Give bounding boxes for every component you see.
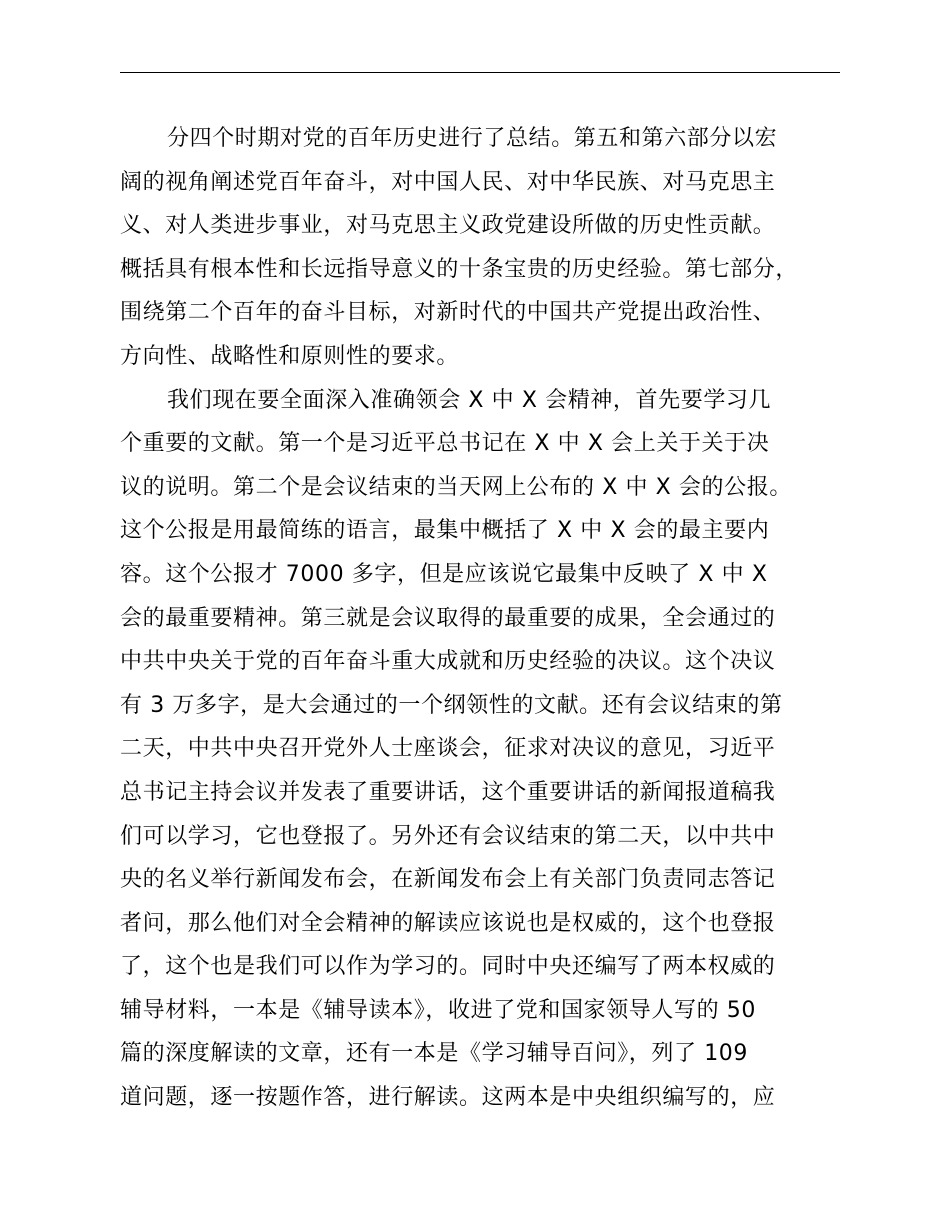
text-line: 有 3 万多字，是大会通过的一个纲领性的文献。还有会议结束的第	[120, 692, 783, 718]
text-line: 围绕第二个百年的奋斗目标，对新时代的中国共产党提出政治性、	[120, 300, 776, 326]
text-line: 辅导材料，一本是《辅导读本》，收进了党和国家领导人写的 50	[120, 997, 756, 1023]
text-line: 分四个时期对党的百年历史进行了总结。第五和第六部分以宏	[167, 126, 778, 151]
text-line: 义、对人类进步事业，对马克思主义政党建设所做的历史性贡献。	[120, 213, 776, 239]
text-line: 阔的视角阐述党百年奋斗，对中国人民、对中华民族、对马克思主	[120, 169, 776, 195]
text-line: 我们现在要全面深入准确领会 X 中 X 会精神，首先要学习几	[167, 387, 772, 413]
text-line: 会的最重要精神。第三就是会议取得的最重要的成果，全会通过的	[120, 605, 776, 631]
text-line: 议的说明。第二个是会议结束的当天网上公布的 X 中 X 会的公报。	[120, 474, 792, 500]
text-line: 二天，中共中央召开党外人士座谈会，征求对决议的意见，习近平	[120, 736, 776, 762]
text-line: 中共中央关于党的百年奋斗重大成就和历史经验的决议。这个决议	[120, 649, 776, 675]
text-line: 个重要的文献。第一个是习近平总书记在 X 中 X 会上关于关于决	[120, 431, 770, 457]
text-line: 方向性、战略性和原则性的要求。	[120, 343, 460, 369]
text-line: 篇的深度解读的文章，还有一本是《学习辅导百问》，列了 109	[120, 1041, 748, 1067]
text-line: 概括具有根本性和长远指导意义的十条宝贵的历史经验。第七部分，	[120, 256, 799, 282]
text-line: 道问题，逐一按题作答，进行解读。这两本是中央组织编写的，应	[120, 1085, 776, 1111]
body-text	[120, 117, 840, 1120]
text-line: 容。这个公报才 7000 多字，但是应该说它最集中反映了 X 中 X	[120, 561, 768, 587]
header-rule	[120, 72, 840, 73]
text-line: 了，这个也是我们可以作为学习的。同时中央还编写了两本权威的	[120, 954, 776, 980]
text-line: 们可以学习，它也登报了。另外还有会议结束的第二天，以中共中	[120, 823, 776, 849]
text-line: 这个公报是用最简练的语言，最集中概括了 X 中 X 会的最主要内	[120, 518, 770, 544]
text-line: 总书记主持会议并发表了重要讲话，这个重要讲话的新闻报道稿我	[120, 779, 776, 805]
text-line: 者问，那么他们对全会精神的解读应该说也是权威的，这个也登报	[120, 910, 776, 936]
text-line: 央的名义举行新闻发布会，在新闻发布会上有关部门负责同志答记	[120, 867, 776, 893]
